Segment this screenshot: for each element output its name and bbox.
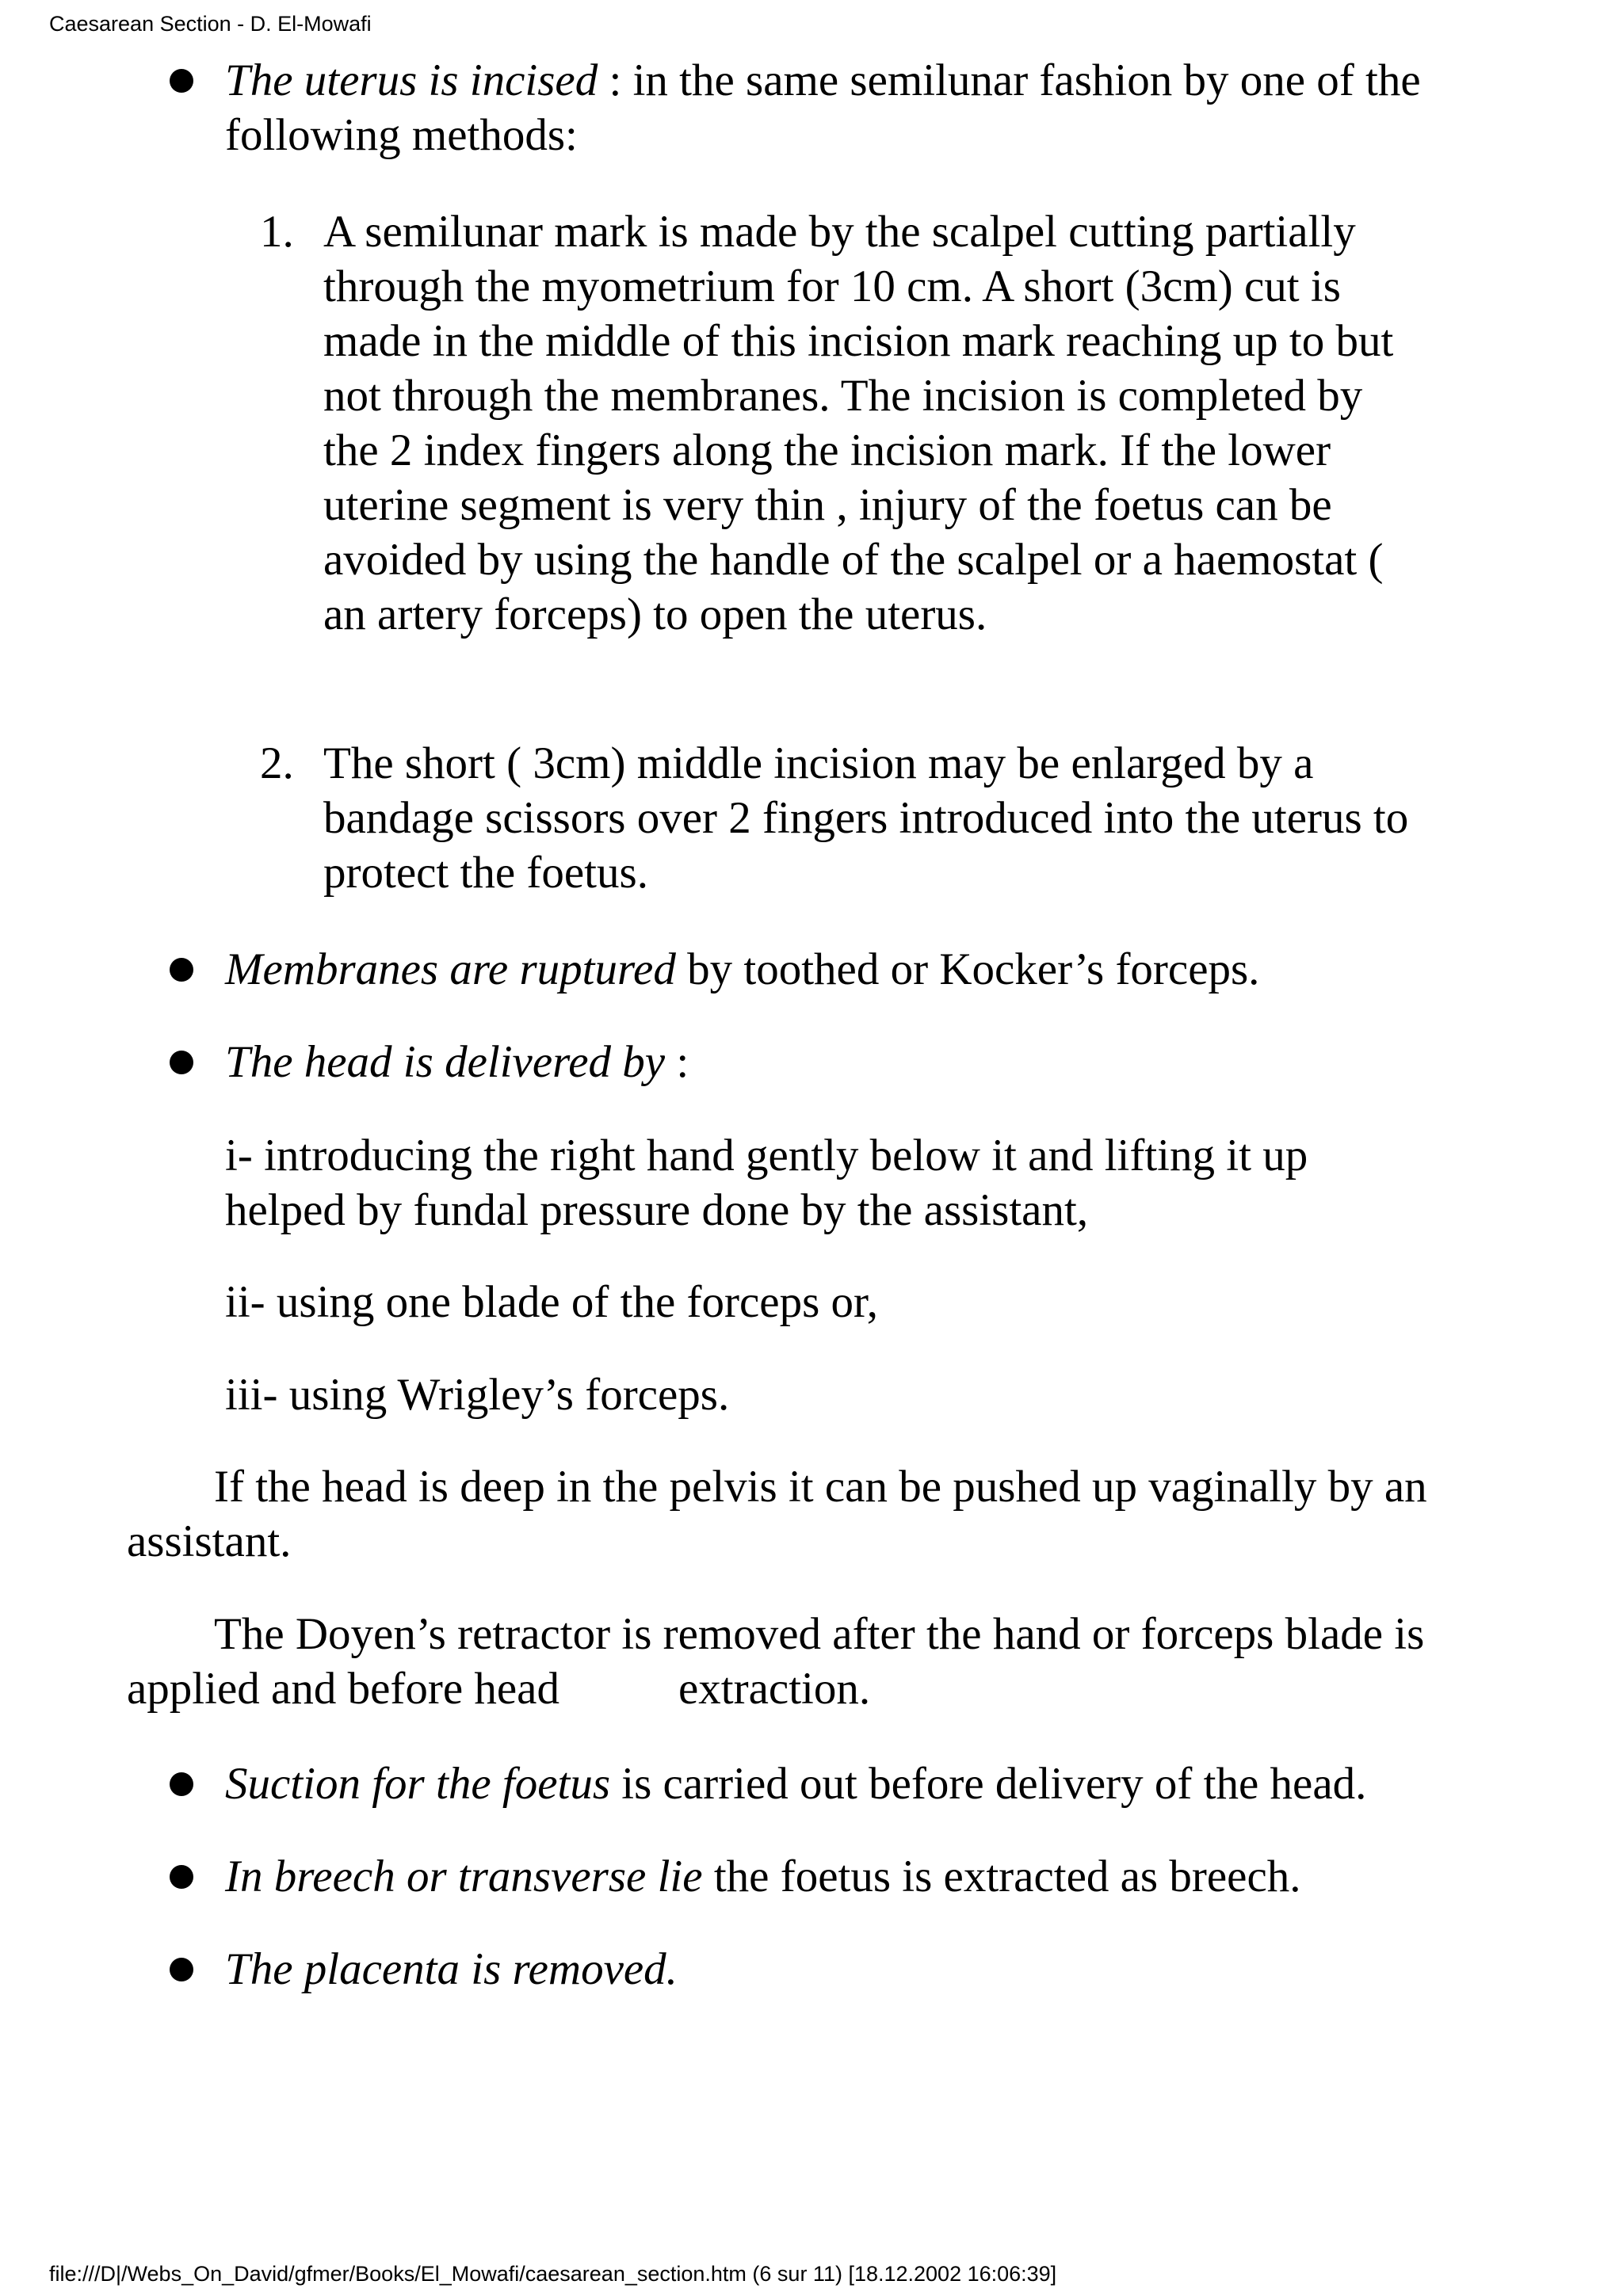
bullet-icon [170,958,193,982]
bullet-text: by toothed or Kocker’s forceps. [675,944,1260,994]
bullet-text: : in the same semilunar fashion by one of the following methods: [225,55,1421,160]
page-header: Caesarean Section - D. El-Mowafi [49,12,372,36]
bullet-suction [225,1756,1541,1811]
paragraph-doyen-retractor [127,1607,1490,1716]
paragraph-head-deep: If the head is deep in the pelvis it can be pushed up vaginally by an assistant. [127,1462,1427,1566]
bullet-icon [170,1772,193,1796]
bullet-italic: In breech or transverse lie [225,1852,703,1901]
bullet-text: the foetus is extracted as breech. [702,1852,1301,1901]
paragraph-text: The Doyen’s retractor is removed after the hand or forceps blade is applied and before head [127,1609,1425,1714]
bullet-icon [170,1958,193,1981]
bullet-icon [170,1051,193,1074]
bullet-breech [225,1849,1541,1904]
method-item-1: A semilunar mark is made by the scalpel cutting partially through the myometrium for 10 cm. A short (3cm) cut is made in the middle of this incision mark reaching up to but not through the membranes. The incision is completed by the 2 index fingers along the incision mark. If the lower uterine segment is very thin , injury of the foetus can be avoided by using the handle of the scalpel or a haemostat ( an artery forceps) to open the uterus. [323,207,1394,639]
bullet-icon [170,69,193,93]
head-method-iii: iii- using Wrigley’s forceps. [225,1370,730,1420]
page-footer: file:///D|/Webs_On_David/gfmer/Books/El_Mowafi/caesarean_section.htm (6 sur 11) [18.12.2002 16:06:39] [49,2262,1057,2286]
bullet-italic: The uterus is incised [225,55,598,105]
bullet-placenta [225,1942,1541,1997]
bullet-uterus-incised [225,53,1541,162]
bullet-italic: Membranes are ruptured [225,944,676,994]
bullet-icon [170,1865,193,1889]
bullet-head-delivered [225,1035,1541,1089]
paragraph-text-end: extraction. [678,1664,871,1714]
method-number: 1. [260,207,294,257]
bullet-membranes-ruptured [225,942,1541,997]
head-method-ii: ii- using one blade of the forceps or, [225,1277,878,1327]
method-item-2: The short ( 3cm) middle incision may be enlarged by a bandage scissors over 2 fingers introduced into the uterus to protect the foetus. [323,738,1409,898]
method-number: 2. [260,738,294,788]
bullet-italic: Suction for the foetus [225,1759,611,1809]
bullet-italic: The placenta is removed. [225,1944,678,1994]
bullet-text: : [665,1037,689,1087]
bullet-text: is carried out before delivery of the head. [610,1759,1367,1809]
bullet-italic: The head is delivered by [225,1037,666,1087]
head-method-i: i- introducing the right hand gently below it and lifting it up helped by fundal pressure done by the assistant, [225,1131,1308,1235]
